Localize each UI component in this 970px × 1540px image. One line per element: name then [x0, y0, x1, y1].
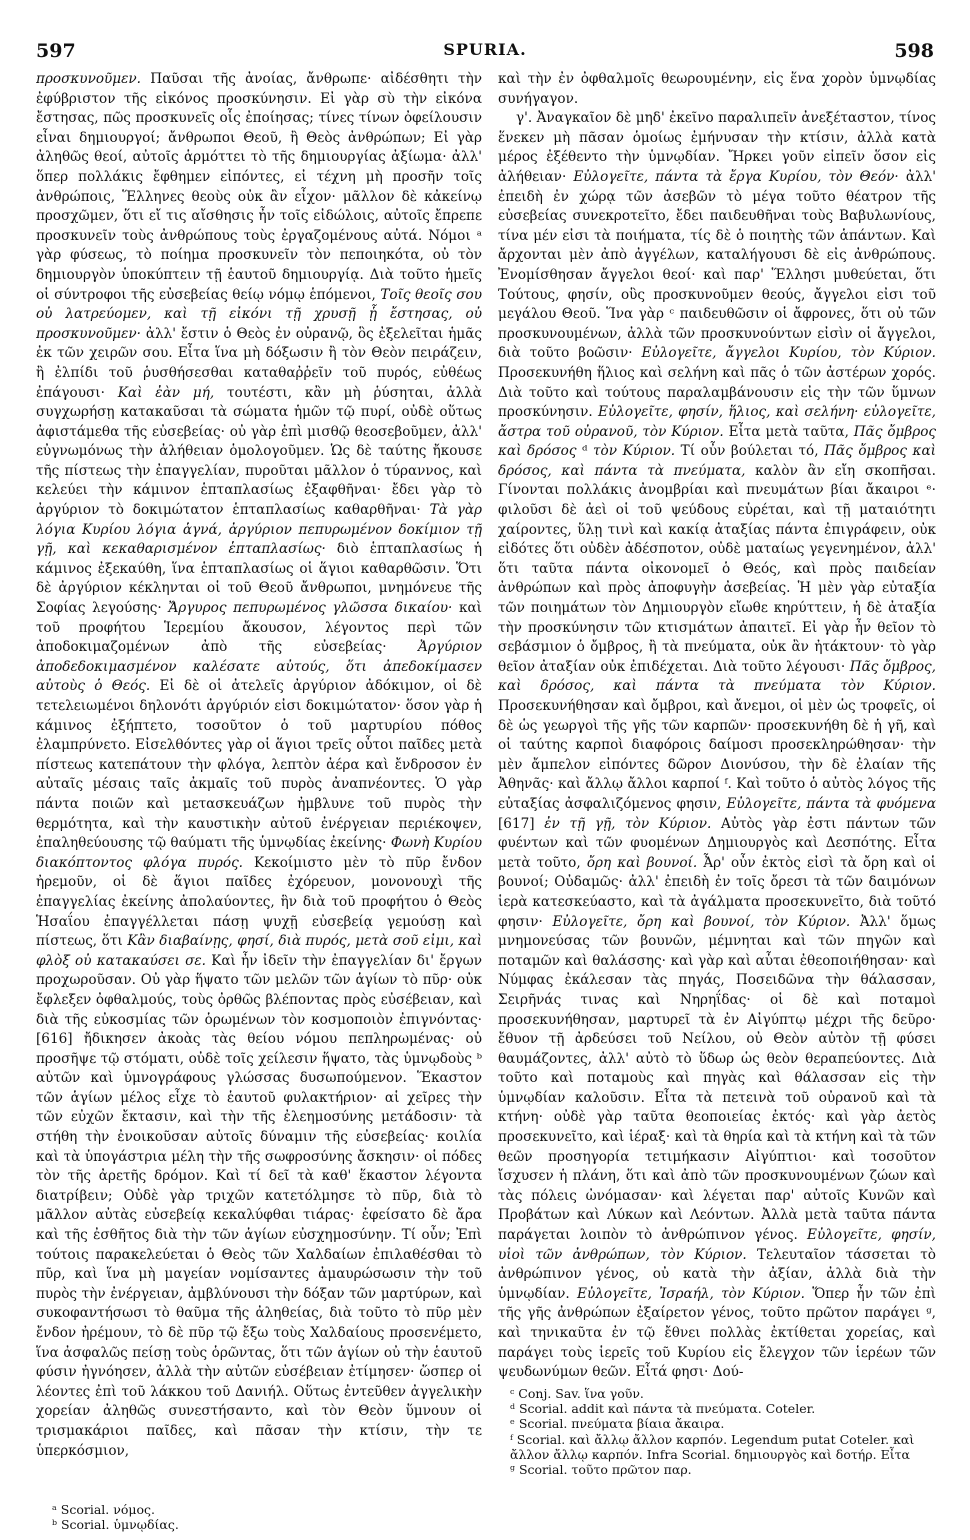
quoted-text: τὸν Κύριον.: [593, 443, 676, 460]
paragraph: [498, 70, 936, 109]
text-segment: ᵍ: [926, 1305, 932, 1322]
quoted-text: Εὐλογεῖτε, πάντα τὰ ἔργα Κυρίου, τὸν Θεόν·: [573, 168, 899, 185]
text-segment: Ἆρ' οὖν ἐκτὸς εἰσὶ τὰ ὄρη καὶ οἱ βουνοί; Οὐδαμῶς· ἀλλ' ἐπειδὴ ἐν τοῖς ὄρεσι τὰ τῶν δαιμόνων ἱερὰ κατεσκεύαστο, καὶ τὰ ἀγάλματα προσεκυνεῖτο, διὰ τοῦτό φησιν·: [498, 854, 936, 930]
text-segment: καὶ τοῦ προφήτου Ἱερεμίου ἄκουσον, λέγοντος περὶ τῶν ἀποδοκιμαζομένων ἀπὸ τῆς εὐσεβείας·: [36, 600, 482, 656]
running-title: SPURIA.: [443, 40, 527, 59]
text-segment: Προσεκυνήθησαν καὶ ὄμβροι, καὶ ἄνεμοι, οἱ μὲν ὡς τροφεῖς, οἱ δὲ ὡς γεωργοὶ τῆς γῆς τῶν καρπῶν· προσεκυνήθη δὲ ἡ γῆ, καὶ οἱ ταύτης καρποὶ διαφόροις δαίμοσι προσεκληρώθησαν· τὴν μὲν ἄμπελον εἰπόντες δῶρον Διονύσου, τὴν δὲ ἐλαίαν τῆς Ἀθηνᾶς· καὶ ἄλλῳ ἄλλοι καρποί: [498, 698, 936, 793]
text-segment: αὐτῶν καὶ ὑμνογράφους γλώσσας δυσωπούμενον. Ἕκαστον τῶν ἁγίων μέλος εἶχε τὸ ἑαυτοῦ φυλακτήριον· αἱ χεῖρες τὴν τῶν εὐχῶν ἔκτασιν, καὶ τὴν τῆς ἐλεημοσύνης μετάδοσιν· τὰ στήθη τὴν ἐνοικοῦσαν αὐτοῖς δύναμιν τῆς εὐσεβείας· κοιλία καὶ τὰ ὑπογάστρια μέλη τὴν τῆς σωφροσύνης ἄσκησιν· οἱ πόδες τὸν τῆς ἀρετῆς δρόμον. Καὶ τί δεῖ τὰ καθ' ἕκαστον λέγοντα διατρίβειν; Οὐδὲ γὰρ τριχῶν κατετόλμησε τὸ πῦρ, διὰ τὸ μᾶλλον αὐτὰς εὐσεβείᾳ κεκαλύφθαι τιάρας· ἐφείσατο δὲ ἄρα καὶ τῆς ἐσθῆτος διὰ τὴν τῶν ἁγίων εὐσχημοσύνην. Τί οὖν; Ἐπὶ τούτοις παρακελεύεται ὁ Θεὸς τῶν Χαλδαίων ἐπιλαθέσθαι τὸ πῦρ, καὶ ἵνα μὴ μαγείαν νομίσαντες ἀμαυρώσωσιν τὴν τοῦ πυρὸς τὴν ἐνέργειαν, ἀμβλύνουσι τὴν δόξαν τῶν μαρτύρων, καὶ συκοφαντήσωσι τὸ θαῦμα τῆς ἀληθείας, διὰ τοῦτο τὸ πῦρ μὲν ἔνδον ἠρέμουν, τὸ δὲ πῦρ τῷ ἔξω τοὺς Χαλδαίους προσενέμετο, ἵνα ἀσφαλῶς πείσῃ τοὺς ὁρῶντας, ὅτι τῶν ἁγίων οὐ τὴν ἑαυτοῦ φύσιν ἠγνόησεν, ἀλλὰ τὴν αὐτῶν εὐσέβειαν ἐτίμησεν· ὥσπερ οἱ λέοντες ἐπὶ τοῦ λάκκου τοῦ Δανιήλ. Οὕτως ἐντεῦθεν ἀγγελικὴν χορείαν ἀληθῶς συνεστήσαντο, καὶ τὸν Θεὸν ὕμνουν οἱ τρισμακάριοι παῖδες, καὶ πᾶσαν τὴν κτίσιν, τὴν τε ὑπερκόσμιον,: [36, 1070, 482, 1459]
text-segment: καὶ τὴν ἐν ὀφθαλμοῖς θεωρουμένην, εἰς ἕνα χορὸν ὑμνῳδίας συνήγαγον.: [498, 71, 936, 107]
quoted-text: Φωνὴ Κυρίου διακόπτοντος φλόγα πυρός.: [36, 835, 482, 871]
footnote: ᵍ Scorial. τοῦτο πρῶτον παρ.: [510, 1462, 692, 1478]
quoted-text: Πᾶς ὄμβρος, καὶ δρόσος, καὶ πάντα τὰ πνεύματα τὸν Κύριον.: [498, 658, 936, 695]
text-segment: . Καὶ τοῦτο ὁ αὐτὸς λόγος τῆς εὐταξίας ἀσφαλιζόμενος φησιν,: [498, 776, 936, 812]
text-segment: Εἶτα μετὰ ταῦτα,: [723, 423, 854, 440]
quoted-text: Καὶ ἐὰν μή,: [117, 384, 215, 401]
text-segment: · φιλοῦσι δὲ ἀεὶ οἱ τοῦ ψεύδους εὑρέται, καὶ τῇ ματαιότητι χαίροντες, ὕλῃ τινὶ καὶ κακίᾳ ἀταξίας πάντα ἐπιγράφειν, οὐκ εἰδότες ὅτι οὐδὲν ἀδέσποτον, οὐδὲ ματαίως γεγενημένον, ἀλλ' ὅτι ταῦτα πάντα οἰκονομεῖ ὁ Θεός, καὶ πρὸς παιδείαν ἀνθρώπων καὶ πρὸς ἀποφυγὴν ἀσεβείας. Ἡ μὲν γὰρ εὐταξία τῶν ποιημάτων τὸν Δημιουργὸν εἴωθε κηρύττειν, ἡ δὲ ἀταξία τὴν προσκύνησιν τῶν κτισμάτων ἀπαιτεῖ. Εἰ γὰρ ἦν θεῖον τὸ σεβάσμιον ὁ ὄμβρος, ἢ τὰ πνεύματα, οὐκ ἂν ἠτάκτουν· τὸ γὰρ θεῖον ἀταξίαν οὐκ ἐπιδέχεται. Διὰ τοῦτο λέγουσι·: [498, 482, 936, 675]
footnote: ᵉ Scorial. πνεύματα βίαια ἄκαιρα.: [510, 1416, 725, 1432]
footnotes-left: [52, 1502, 472, 1532]
paragraph: [36, 70, 482, 1461]
text-segment: , καὶ τηνικαῦτα ἐν τῷ ἔθνει πολλὰς ἐκτίθεται χορείας, καὶ παράγει τοὺς ἱερεῖς τοῦ Κυρίου εἰς ἔλεγχον τῶν ἱερέων τῶν ψευδωνύμων θεῶν. Εἶτά φησι· Δού-: [498, 1305, 936, 1381]
text-segment: παιδευθῶσιν οἱ ἄφρονες, ὅτι οὐ τῶν προσκυνουμένων, ἀλλὰ τῶν προσκυνούντων εἰσὶν οἱ ἄγγελοι, διὰ τοῦτο βοῶσιν·: [498, 306, 936, 362]
text-segment: καλὸν ἂν εἴη σκοπῆσαι. Γίνονται πολλάκις ἀνομβρίαι καὶ πνευμάτων βίαι ἄκαιροι: [498, 462, 936, 499]
quoted-text: Πᾶς ὄμβρος καὶ δρόσος, καὶ πάντα τὰ πνεύματα,: [498, 443, 936, 479]
footnote: ᵃ Scorial. νόμος.: [52, 1502, 156, 1517]
quoted-text: Εὐλογεῖτε, φησίν, ἥλιος, καὶ σελήνη· εὐλογεῖτε, ἄστρα τοῦ οὐρανοῦ, τὸν Κύριον.: [498, 404, 936, 440]
page-number-right: 598: [894, 40, 934, 62]
footnote: ᵈ Scorial. addit καὶ πάντα τὰ πνεύματα. Coteler.: [510, 1401, 816, 1417]
paragraph: [498, 109, 936, 1383]
text-segment: Προσεκυνήθη ἥλιος καὶ σελήνη καὶ πᾶς ὁ τῶν ἀστέρων χορός. Διὰ τοῦτο καὶ τούτους παραλαμβάνουσιν εἰς τὴν τῶν ὕμνων προσκύνησιν.: [498, 364, 936, 421]
text-segment: [617]: [498, 815, 545, 832]
quoted-text: προσκυνοῦμεν.: [36, 71, 141, 87]
text-segment: Τελευταῖον τάσσεται τὸ ἀνθρώπινον γένος, οὐ κατὰ τὴν ἀξίαν, ἀλλὰ διὰ τὴν ὑμνῳδίαν.: [498, 1246, 936, 1302]
text-segment: ᶠ: [724, 776, 728, 793]
page-number-left: 597: [36, 40, 76, 62]
text-segment: ᵈ: [576, 443, 594, 460]
quoted-text: Εὐλογεῖτε, Ἰσραήλ, τὸν Κύριον.: [577, 1285, 805, 1302]
footnote: ᶠ Scorial. καὶ ἄλλῳ ἄλλον καρπόν. Legendum putat Coteler. καὶ ἄλλον ἄλλῳ καρπόν. Infra Scorial. δημιουργὸς καὶ δοτήρ. Εἶτα: [510, 1431, 915, 1462]
text-segment: Παῦσαι τῆς ἀνοίας, ἄνθρωπε· αἰδέσθητι τὴν ἐφύβριστον τῆς εἰκόνος προσκύνησιν. Εἰ γὰρ σὺ τὴν εἰκόνα ἔστησας, πῶς προσκυνεῖς οἷς ἐποίησας; τίνες τίνων ὀφείλουσιν εἶναι δημιουργοί; ἄνθρωποι Θεοῦ, ἢ Θεὸς ἀνθρώπων; Εἰ γὰρ ἀληθῶς θεοί, αὐτοῖς ἁρμόττει τὸ τῆς δημιουργίας ἀξίωμα· ἀλλ' ὅπερ πολλάκις ἔφθημεν εἰπόντες, εἰ τέχνη μὴ προσῆν τοῖς ἀνθρώποις, Ἕλληνες θεοὺς οὐκ ἂν εἶχον· μᾶλλον δὲ κἀκείνῳ προσχῶμεν, ὅτι εἴ τις αἴσθησις ἦν τοῖς εἰδώλοις, αὐτοῖς ἔπρεπε προσκυνεῖν τοὺς ἀνθρώπους τοὺς ἐργαζομένους αὐτά. Νόμοι: [36, 71, 482, 244]
footnote: ᶜ Conj. Sav. ἵνα γοῦν.: [510, 1386, 644, 1401]
quoted-text: Ἀργύριον ἀποδεδοκιμασμένον καλέσατε αὐτούς, ὅτι ἀπεδοκίμασεν αὐτοὺς ὁ Θεός.: [36, 639, 482, 695]
text-segment: Εἰ δὲ οἱ ἀτελεῖς ἀργύριον ἀδόκιμον, οἱ δὲ τετελειωμένοι δηλονότι ἀργύριόν εἰσι δοκιμώτατον· ὅσον γὰρ ἡ κάμινος ἐξήπτετο, τοσοῦτον ὁ τοῦ μαρτυρίου πόθος ἐλαμπρύνετο. Εἰσελθόντες γὰρ οἱ ἅγιοι τρεῖς οὗτοι παῖδες μετὰ πίστεως κατεπάτουν τὴν φλόγα, λεπτὸν ἀέρα καὶ ἔνδροσον ἐν αὐταῖς μέσαις ταῖς ἀκμαῖς τοῦ πυρὸς ἀναπνέοντες. Ὁ γὰρ πάντα ποιῶν καὶ μετασκευάζων ἠμβλυνε τοῦ πυρὸς τὴν θερμότητα, καὶ τὴν καυστικὴν αὐτοῦ ἐνέργειαν περιέκοψεν, ἐπαληθεύουσης τῷ θαύματι τῆς ὑμνῳδίας ἐκείνης·: [36, 678, 482, 852]
text-segment: γὰρ φύσεως, τὸ ποίημα προσκυνεῖν τὸν πεποιηκότα, οὐ τὸν δημιουργὸν ὑποκύπτειν τῇ ἑαυτοῦ δημιουργίᾳ. Διὰ τοῦτο ἡμεῖς οἱ σύντροφοι τῆς εὐσεβείας θείῳ νόμῳ ἑπόμενοι,: [36, 247, 482, 303]
quoted-text: Εὐλογεῖτε, πάντα τὰ φυόμενα: [726, 795, 936, 812]
quoted-text: Πᾶς ὄμβρος καὶ δρόσος: [498, 423, 936, 460]
quoted-text: Εὐλογεῖτε, ὄρη καὶ βουνοί, τὸν Κύριον.: [552, 913, 851, 930]
footnotes-right: [510, 1386, 936, 1477]
quoted-text: ἐν τῇ γῇ, τὸν Κύριον.: [544, 815, 712, 832]
text-segment: γ'. Ἀναγκαῖον δὲ μηδ' ἐκεῖνο παραλιπεῖν ἀνεξέταστον, τίνος ἕνεκεν μὴ πᾶσαν ὁμοίως ἐμήνυσαν τὴν κτίσιν, ἀλλὰ κατὰ μέρος ἐξέθεντο τὴν ὑμνῳδίαν. Ἤρκει γοῦν εἰπεῖν ὅσον εἰς ἀλήθειαν·: [498, 110, 936, 185]
text-segment: ᵇ: [476, 1050, 482, 1067]
quoted-text: Εὐλογεῖτε, ἄγγελοι Κυρίου, τὸν Κύριον.: [641, 345, 936, 362]
text-segment: ἀλλ' ἔστιν ὁ Θεὸς ἐν οὐρανῷ, ὃς ἐξελεῖται ἡμᾶς ἐκ τῶν χειρῶν σου. Εἶτα ἵνα μὴ δόξωσιν ἢ τὸν Θεὸν πειράζειν, ἢ ἐλπίδι τοῦ ῥυσθήσεσθαι καταθαῤῥεῖν τοῦ πυρός, εὐθέως ἐπάγουσι·: [36, 325, 482, 401]
text-segment: Τί οὖν βούλεται τό,: [675, 443, 825, 460]
text-segment: Ὅπερ ἦν τῶν ἐπὶ τῆς γῆς ἀνθρώπων ἐξαίρετον γένος, τοῦτο πρῶτον παράγει: [498, 1285, 936, 1322]
text-segment: Καὶ ἦν ἰδεῖν τὴν ἐπαγγελίαν δι' ἔργων προχωροῦσαν. Οὐ γὰρ ἥψατο τῶν μελῶν τῶν ἁγίων τὸ πῦρ· οὐκ ἔφλεξεν ὀφθαλμούς, τοὺς ὀρθῶς βλέποντας πρὸς εὐσέβειαν, καὶ διὰ τῆς εὐκοσμίας τῶν ὁρωμένων τὸν κοσμοποιὸν ἐπιγνόντας· [616] ἤδικησεν ἀκοὰς τὰς θείου νόμου πεπληρωμένας· οὐ προσῆψε τῷ στόματι, οὐδὲ τοῖς χείλεσιν ἥψατο, τὰς ὑμνῳδοὺς: [36, 952, 482, 1067]
quoted-text: Κἂν διαβαίνῃς, φησί, διὰ πυρός, μετὰ σοῦ εἰμι, καὶ φλὸξ οὐ κατακαύσει σε.: [36, 933, 482, 969]
text-segment: Αὐτὸς γὰρ ἐστι πάντων τῶν φυέντων καὶ τῶν φυομένων Δημιουργὸς καὶ Δεσπότης. Εἶτα μετὰ τοῦτο,: [498, 815, 936, 871]
text-segment: ᵃ: [476, 227, 482, 244]
text-segment: ἀλλ' ἐπειδὴ ἐν χώρᾳ τῶν ἀσεβῶν τὸ μέγα τοῦτο θέατρον τῆς εὐσεβείας συνεκροτεῖτο, ἔδει παιδευθῆναι τοὺς Βαβυλωνίους, τίνα μέν εἰσι τὰ ποιήματα, τίς δὲ ὁ ποιητὴς τῶν ἁπάντων. Καὶ ἄρχονται μὲν ἀπὸ ἀγγέλων, καταλήγουσι δὲ εἰς ἀνθρώπους. Ἐνομίσθησαν ἄγγελοι θεοί· καὶ παρ' Ἕλλησι μυθεύεται, ὅτι Τούτους, φησίν, οὓς προσκυνοῦμεν θεούς, ἄγγελοι εἰσι τοῦ μεγάλου Θεοῦ. Ἵνα γὰρ: [498, 168, 936, 323]
quoted-text: Εὐλογεῖτε, φησίν, υἱοὶ τῶν ἀνθρώπων, τὸν Κύριον.: [498, 1227, 936, 1263]
left-column: [36, 70, 482, 1510]
footnote: ᵇ Scorial. ὑμνῳδίας.: [52, 1517, 179, 1532]
text-segment: ᶜ: [669, 306, 675, 323]
text-segment: Κεκοίμιστο μὲν τὸ πῦρ ἔνδον ἠρεμοῦν, οἱ δὲ ἅγιοι παῖδες ἐχόρευον, μονονουχὶ τῆς ἐπαγγελίας ἐκείνης ἀπολαύοντες, ἣν διὰ τοῦ προφήτου ὁ Θεὸς Ἡσαΐου ἐπαγγέλλεται πάσῃ ψυχῇ εὐσεβείᾳ γεμούσῃ καὶ πίστεως, ὅτι: [36, 854, 482, 950]
text-segment: διὸ ἑπταπλασίως ἡ κάμινος ἐξεκαύθη, ἵνα ἑπταπλασίως οἱ ἅγιοι καθαρθῶσιν. Ὅτι δὲ ἀργύριον κέκληνται οἱ τοῦ Θεοῦ ἄνθρωποι, μνημόνευε τῆς Σοφίας λεγούσης·: [36, 541, 482, 617]
text-segment: ᵉ: [926, 482, 932, 499]
quoted-text: ὄρη καὶ βουνοί.: [586, 854, 698, 871]
text-segment: Ἀλλ' ὅμως μνημονεύσας τῶν βουνῶν, μέμνηται καὶ τῶν πηγῶν καὶ ποταμῶν καὶ θαλάσσης· καὶ γὰρ καὶ αὗται ἐθεοποιήθησαν· καὶ Νύμφας ἐκάλεσαν τὰς πηγάς, Ποσειδῶνα τὴν θάλασσαν, Σειρῆνάς τινας καὶ Νηρηΐδας· οἱ δὲ καὶ ποταμοὶ προσεκυνήθησαν, μαρτυρεῖ τὰ ἐν Αἰγύπτῳ μέχρι τῆς δεῦρο· ἔθυον τῇ ἀρδεύσει τοῦ Νείλου, οὐ Θεὸν αὐτὸν τῇ φύσει θαυμάζοντες, ἀλλ' αὐτὸ τὸ ὕδωρ ὡς θεὸν θεραπεύοντες. Διὰ τοῦτο καὶ ποταμοὺς καὶ πηγὰς καὶ θάλασσαν εἰς τὴν ὑμνῳδίαν καλοῦσιν. Εἶτα τὰ πετεινὰ τοῦ οὐρανοῦ καὶ τὰ κτήνη· οὐδὲ γὰρ ταῦτα θεοποιείας ἐκτός· καὶ γὰρ ἀετὸς προσεκυνεῖτο, καὶ ἱέραξ· καὶ τὰ θηρία καὶ τὰ κτήνη καὶ τὰ τῶν θεῶν προσηγορία τετιμήκασιν Αἰγύπτιοι· καὶ τοσοῦτον ἴσχυσεν ἡ πλάνη, ὅτι καὶ ἀπὸ τῶν προσκυνουμένων ζώων καὶ τὰς πόλεις ὠνόμασαν· καὶ λέγεται παρ' αὐτοῖς Κυνῶν καὶ Προβάτων καὶ Λύκων καὶ Λεόντων. Ἀλλὰ μετὰ ταῦτα πάντα παράγεται λοιπὸν τὸ ἀνθρώπινον γένος.: [498, 913, 936, 1244]
quoted-text: Ἄργυρος πεπυρωμένος γλῶσσα δικαίου·: [168, 600, 453, 617]
right-column: [498, 70, 936, 1415]
text-segment: τουτέστι, κἂν μὴ ῥύσηται, ἀλλὰ συγχωρήσῃ κατακαῦσαι τὰ σώματα ἡμῶν τῷ πυρί, οὐδὲ οὕτως ἀφιστάμεθα τῆς εὐσεβείας· οὐ γὰρ ἐπὶ μισθῷ θεοσεβοῦμεν, ἀλλ' εὐγνωμόνως τὴν ἀλήθειαν ὁμολογοῦμεν. Ὡς δὲ ταύτης ἤκουσε τῆς πίστεως τὴν ἐπαγγελίαν, πυροῦται μᾶλλον ὁ τύραννος, καὶ κελεύει τὴν κάμινον ἑπταπλασίως ἐξαφθῆναι· ἔδει γὰρ τὸ ἀργύριον τὸ δοκιμώτατον ἑπταπλασίως καθαρθῆναι·: [36, 384, 482, 519]
page-header: [36, 40, 934, 68]
quoted-text: Τοῖς θεοῖς σου οὐ λατρεύομεν, καὶ τῇ εἰκόνι τῇ χρυσῇ ᾗ ἔστησας, οὐ προσκυνοῦμεν·: [36, 286, 482, 342]
quoted-text: Τὰ γὰρ λόγια Κυρίου λόγια ἁγνά, ἀργύριον πεπυρωμένον δοκίμιον τῇ γῇ, καὶ κεκαθαρισμένον ἑπταπλασίως·: [36, 502, 482, 558]
